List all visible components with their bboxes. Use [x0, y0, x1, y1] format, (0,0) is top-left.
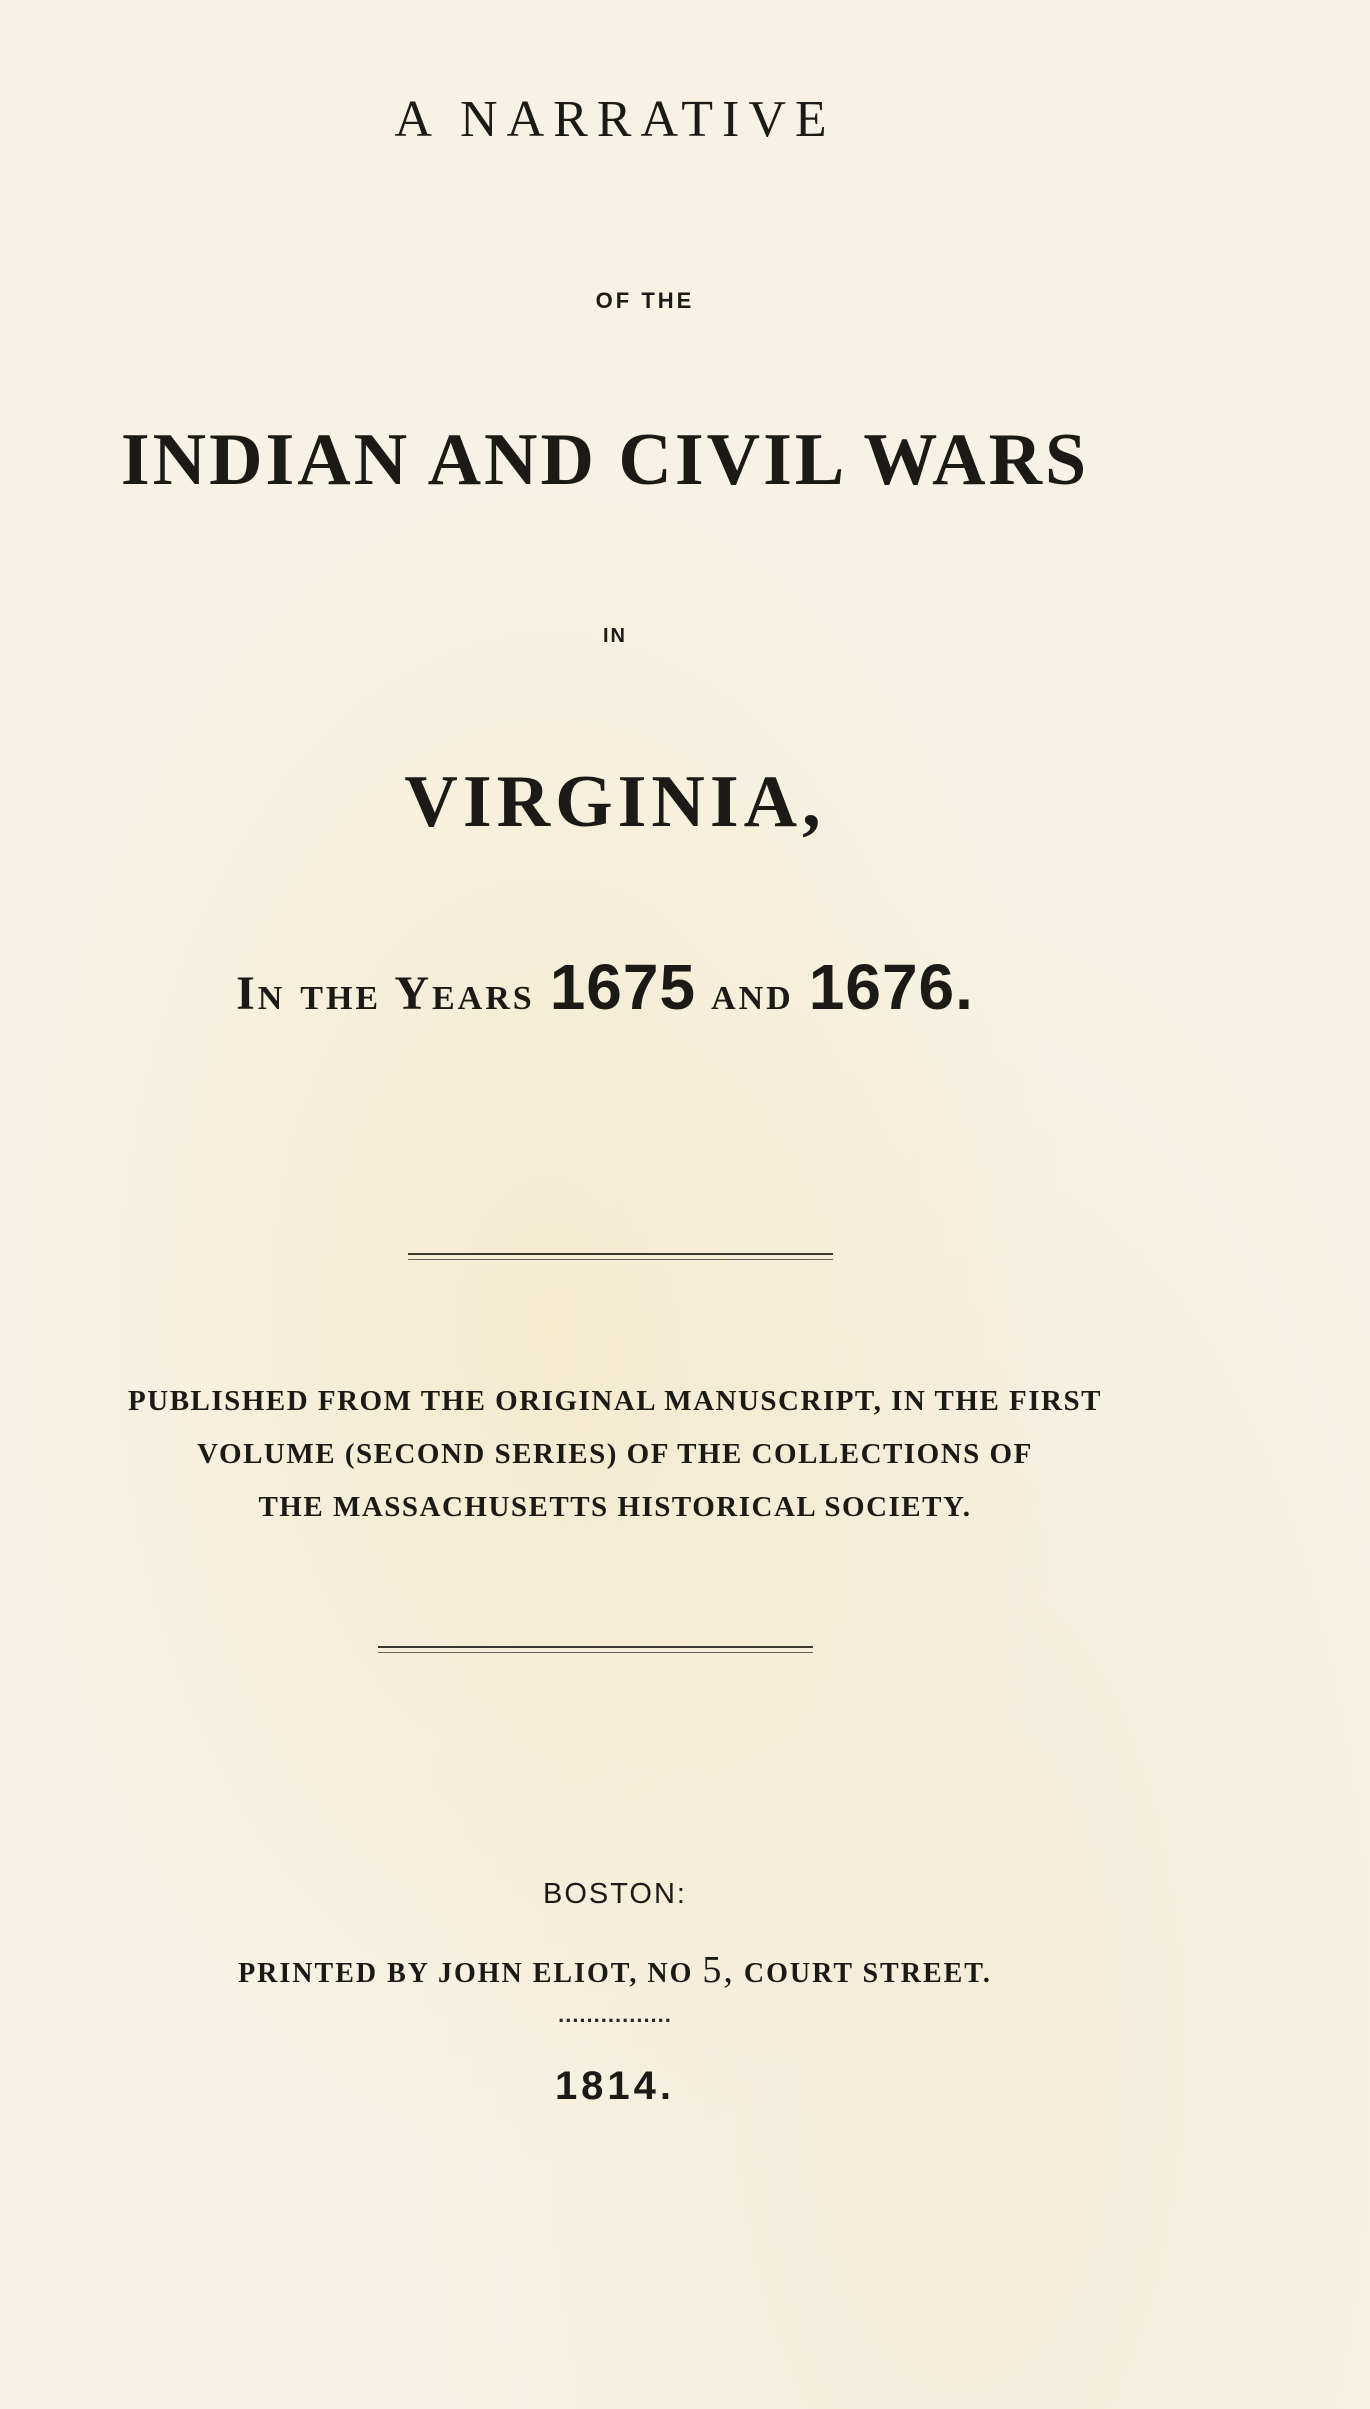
divider-rule-top — [408, 1253, 833, 1255]
divider-rule-bottom — [378, 1646, 813, 1648]
imprint-year: 1814. — [554, 2064, 676, 2108]
publication-line-3: THE MASSACHUSETTS HISTORICAL SOCIETY. — [258, 1491, 972, 1523]
year-1675: 1675 — [549, 951, 697, 1023]
title-line-narrative: A NARRATIVE — [394, 91, 836, 148]
dotted-ornament: ................ — [558, 2002, 672, 2027]
imprint-printer — [0, 1948, 1300, 1992]
divider-rule-top-thin — [408, 1259, 833, 1260]
years-prefix: In the Years — [236, 967, 535, 1020]
printer-prefix: PRINTED BY JOHN ELIOT, NO — [238, 1958, 694, 1989]
printer-number: 5, — [702, 1949, 735, 1991]
printer-street: COURT STREET. — [743, 1958, 992, 1989]
divider-rule-bottom-thin — [378, 1652, 813, 1653]
publication-line-1: PUBLISHED FROM THE ORIGINAL MANUSCRIPT, IN THE FIRST — [128, 1385, 1102, 1417]
imprint-city: BOSTON: — [543, 1878, 687, 1910]
show-through-text — [60, 350, 1190, 1950]
year-1676: 1676. — [808, 951, 974, 1023]
publication-note — [0, 1375, 1300, 1534]
title-line-wars: INDIAN AND CIVIL WARS — [120, 419, 1090, 501]
title-line-in: IN — [603, 625, 627, 647]
years-line — [0, 950, 1290, 1024]
title-line-virginia: VIRGINIA, — [404, 761, 826, 843]
years-conjunction: and — [711, 967, 794, 1020]
title-line-of-the: OF THE — [595, 288, 695, 313]
publication-line-2: VOLUME (SECOND SERIES) OF THE COLLECTIONS OF — [197, 1438, 1033, 1470]
